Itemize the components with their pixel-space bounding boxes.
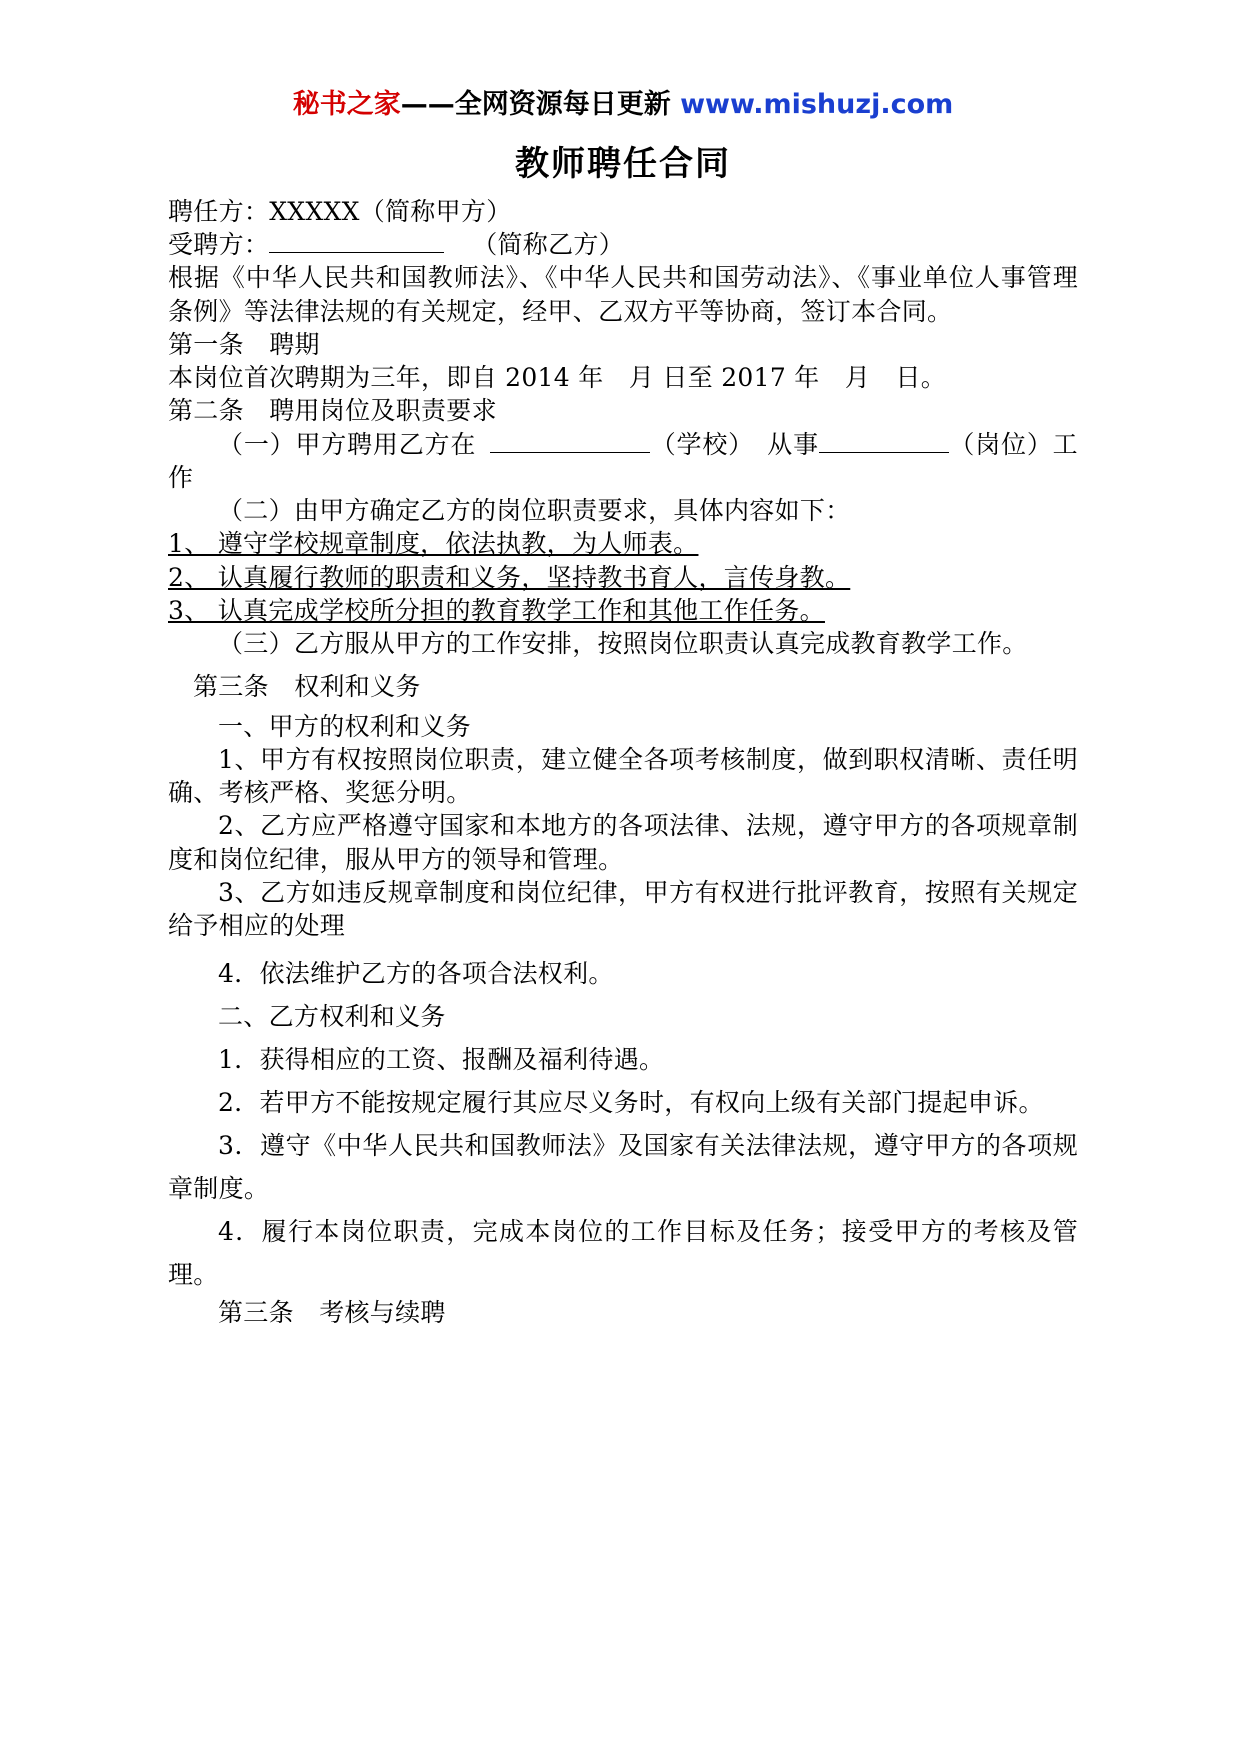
section-a-title: 一、甲方的权利和义务 [218, 711, 472, 741]
section-a-item-3: 3、乙方如违反规章制度和岗位纪律，甲方有权进行批评教育，按照有关规定给予相应的处理 [168, 877, 1078, 940]
duty-item-3: 3、 认真完成学校所分担的教育教学工作和其他工作任务。 [168, 595, 825, 625]
legal-basis-paragraph: 根据《中华人民共和国教师法》、《中华人民共和国劳动法》、《事业单位人事管理条例》等法律法规的有关规定，经甲、乙双方平等协商，签订本合同。 [168, 263, 1078, 326]
party-b-suffix: （简称乙方） [472, 230, 625, 259]
article-1-body: 本岗位首次聘期为三年，即自 2014 年 月 日至 2017 年 月 日。 [168, 363, 947, 392]
site-url: www.mishuzj.com [680, 89, 954, 120]
duty-item-2: 2、 认真履行教师的职责和义务，坚持教书育人，言传身教。 [168, 562, 851, 592]
post-blank [819, 452, 949, 453]
article-2-item-1-c: （岗位）工作 [168, 429, 1078, 492]
section-b-item-1: 1．获得相应的工资、报酬及福利待遇。 [218, 1045, 665, 1075]
article-2-item-1 [168, 428, 1078, 495]
article-1-title: 第一条 聘期 [168, 329, 320, 359]
section-a-item-1: 1、甲方有权按照岗位职责，建立健全各项考核制度，做到职权清晰、责任明确、考核严格、奖惩分明。 [168, 744, 1078, 807]
section-a-item-4: 4．依法维护乙方的各项合法权利。 [218, 959, 614, 989]
site-brand: 秘书之家 [292, 89, 401, 120]
section-b-title: 二、乙方权利和义务 [218, 1002, 446, 1032]
duty-item-1: 1、 遵守学校规章制度，依法执教，为人师表。 [168, 529, 699, 559]
school-blank [490, 452, 650, 453]
site-banner [168, 88, 1078, 122]
party-b-blank [269, 252, 444, 253]
party-a-line: 聘任方：XXXXX（简称甲方） [168, 196, 512, 226]
section-a-item-2: 2、乙方应严格遵守国家和本地方的各项法律、法规，遵守甲方的各项规章制度和岗位纪律，服从甲方的领导和管理。 [168, 811, 1078, 874]
article-2-title: 第二条 聘用岗位及职责要求 [168, 396, 497, 426]
section-b-item-2: 2．若甲方不能按规定履行其应尽义务时，有权向上级有关部门提起申诉。 [218, 1088, 1044, 1118]
section-b-item-3: 3．遵守《中华人民共和国教师法》及国家有关法律法规，遵守甲方的各项规章制度。 [168, 1131, 1078, 1204]
banner-dash: —— [400, 89, 455, 120]
article-2-item-3: （三）乙方服从甲方的工作安排，按照岗位职责认真完成教育教学工作。 [218, 629, 1028, 658]
party-b-prefix: 受聘方： [168, 230, 270, 259]
banner-tagline: 全网资源每日更新 [454, 89, 671, 120]
article-3-title: 第三条 权利和义务 [193, 672, 421, 702]
section-b-item-4: 4．履行本岗位职责，完成本岗位的工作目标及任务；接受甲方的考核及管理。 [168, 1217, 1078, 1290]
document-content [168, 88, 1078, 1330]
article-4-title: 第三条 考核与续聘 [218, 1298, 446, 1328]
article-2-item-2: （二）由甲方确定乙方的岗位职责要求，具体内容如下： [218, 496, 851, 525]
page-title: 教师聘任合同 [515, 143, 731, 184]
article-2-item-1-a: （一）甲方聘用乙方在 [218, 429, 477, 459]
party-b-line [168, 228, 1078, 261]
article-2-item-1-b: （学校） 从事 [650, 429, 819, 459]
